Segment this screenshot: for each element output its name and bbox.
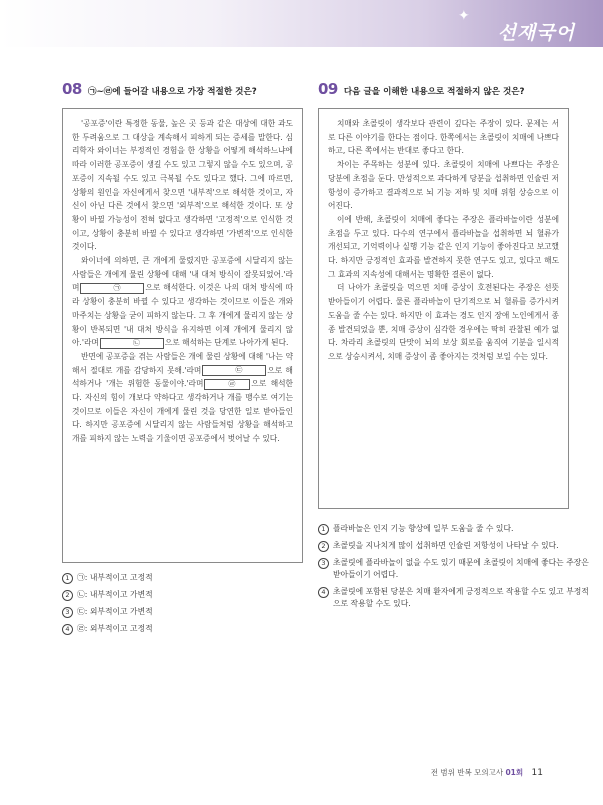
passage-box bbox=[62, 108, 303, 563]
passage-paragraph bbox=[72, 254, 293, 350]
answer-choice[interactable] bbox=[318, 523, 590, 535]
choice-number: 4 bbox=[62, 624, 73, 635]
passage-text: 으로 해석한다. 이것은 나의 대처 방식에 따라 상황이 충분히 바뀔 수 있다고 생각하는 것이므로 이들은 개와 마주치는 상황을 굳이 피하지 않는다. 그 후 개에게 물리지 않는 상황이 반복되면 '내 대처 방식을 유지하면 이제 개에게 물리지 않아.'라며 bbox=[72, 283, 293, 348]
answer-choice[interactable] bbox=[62, 572, 324, 584]
choice-number: 1 bbox=[318, 524, 329, 535]
passage-paragraph: 차이는 주목하는 성분에 있다. 초콜릿이 치매에 나쁘다는 주장은 당분에 초점을 둔다. 만성적으로 과다하게 당분을 섭취하면 인슐린 저항성이 증가하고 결과적으로 뇌 기능 저하 및 치매 위험 상승으로 이어진다. bbox=[328, 160, 559, 211]
answer-choices bbox=[318, 523, 590, 610]
blank-box: ㉣ bbox=[204, 379, 250, 390]
passage-paragraph: '공포증'이란 특정한 동물, 높은 곳 등과 같은 대상에 대한 과도한 두려움으로 그 대상을 계속해서 피하게 되는 증세를 말한다. 심리학자 와이너는 부정적인 경험을 한 상황을 어떻게 해석하느냐에 따라 이러한 공포증이 생길 수도 있고 그렇지 않을 수도 있으며, 공포증이 지속될 수도 있고 극복될 수도 있다고 했다. 그에 따르면, 상황의 원인을 자신에게서 찾으면 '내부적'으로 해석한 것이고, 자신이 아닌 다른 것에서 찾으면 '외부적'으로 해석한 것이다. 또 상황이 바뀔 가능성이 전혀 없다고 생각하면 '고정적'으로 인식한 것이고, 상황이 충분히 바뀔 수 있다고 생각하면 '가변적'으로 인식한 것이다. bbox=[72, 119, 293, 252]
question-header bbox=[62, 80, 324, 98]
question-09 bbox=[318, 80, 590, 615]
answer-choice[interactable] bbox=[318, 557, 590, 581]
question-number: 08 bbox=[62, 80, 82, 98]
question-08 bbox=[62, 80, 324, 640]
passage-text: 와이너에 의하면, 큰 개에게 물렸지만 공포증에 시달리지 않는 사람들은 개에게 물린 상황에 대해 '내 대처 방식이 잘못되었어.'라며 bbox=[72, 256, 293, 293]
header-banner bbox=[0, 0, 603, 47]
choice-text: 플라바놀은 인지 기능 향상에 일부 도움을 줄 수 있다. bbox=[333, 524, 514, 533]
blank-box: ㉠ bbox=[80, 283, 144, 294]
sparkle-icon: ✦ bbox=[458, 8, 470, 24]
choice-text: 초콜릿을 지나치게 많이 섭취하면 인슐린 저항성이 나타날 수 있다. bbox=[333, 541, 559, 550]
answer-choice[interactable] bbox=[318, 586, 590, 610]
choice-text: ㉣: 외부적이고 고정적 bbox=[77, 624, 153, 633]
passage-text: 으로 해석하는 단계로 나아가게 된다. bbox=[164, 338, 289, 348]
passage-paragraph bbox=[72, 350, 293, 446]
blank-box: ㉡ bbox=[100, 338, 164, 349]
page-number: 11 bbox=[531, 768, 543, 778]
choice-text: ㉢: 외부적이고 가변적 bbox=[77, 607, 153, 616]
passage-paragraph: 더 나아가 초콜릿을 먹으면 치매 증상이 호전된다는 주장은 선뜻 받아들이기 어렵다. 물론 플라바놀이 단기적으로 뇌 혈류를 증가시켜 도움을 줄 수는 있다. 하지만 이 효과는 경도 인지 장애 노인에게서 종종 발견되었을 뿐, 치매 증상이 심각한 경우에는 딱히 관찰된 예가 없다. 차라리 초콜릿의 단맛이 뇌의 보상 회로를 움직여 기분을 일시적으로 상승시켜서, 치매 증상이 좀 좋아지는 것처럼 보일 수는 있다. bbox=[328, 283, 559, 361]
question-number: 09 bbox=[318, 80, 338, 98]
passage-text: 으로 해석하거나 '개는 위험한 동물이야.'라며 bbox=[72, 365, 293, 389]
choice-number: 2 bbox=[62, 590, 73, 601]
question-title: ㉠~㉣에 들어갈 내용으로 가장 적절한 것은? bbox=[87, 87, 257, 97]
choice-number: 3 bbox=[62, 607, 73, 618]
choice-text: ㉠: 내부적이고 고정적 bbox=[77, 573, 153, 582]
answer-choice[interactable] bbox=[318, 540, 590, 552]
question-header bbox=[318, 80, 590, 98]
passage-text: 반면에 공포증을 겪는 사람들은 개에 물린 상황에 대해 '나는 약해서 절대로 개를 감당하지 못해.'라며 bbox=[72, 351, 293, 375]
choice-text: 초콜릿에 플라바놀이 없을 수도 있기 때문에 초콜릿이 치매에 좋다는 주장은 받아들이기 어렵다. bbox=[333, 558, 589, 579]
choice-text: ㉡: 내부적이고 가변적 bbox=[77, 590, 153, 599]
choice-number: 2 bbox=[318, 541, 329, 552]
blank-box: ㉢ bbox=[202, 365, 266, 376]
choice-number: 3 bbox=[318, 558, 329, 569]
choice-number: 4 bbox=[318, 587, 329, 598]
page-footer bbox=[431, 767, 543, 778]
question-title: 다음 글을 이해한 내용으로 적절하지 않은 것은? bbox=[343, 87, 525, 97]
choice-text: 초콜릿에 포함된 당분은 치매 환자에게 긍정적으로 작용할 수도 있고 부정적으로 작용할 수도 있다. bbox=[333, 587, 589, 608]
brand-logo: 선재국어 bbox=[497, 22, 575, 44]
passage-paragraph: 치매와 초콜릿이 생각보다 관련이 깊다는 주장이 있다. 문제는 서로 다른 이야기를 한다는 점이다. 한쪽에서는 초콜릿이 치매에 나쁘다 하고, 다른 쪽에서는 반대로 좋다고 한다. bbox=[328, 119, 559, 156]
passage-paragraph: 이에 반해, 초콜릿이 치매에 좋다는 주장은 플라바놀이란 성분에 초점을 두고 있다. 다수의 연구에서 플라바놀을 섭취하면 뇌 혈류가 개선되고, 기억력이나 실행 기능 같은 인지 기능이 좋아진다고 보고했다. 하지만 긍정적인 효과를 발견하지 못한 연구도 있고, 있다고 해도 그 효과의 지속성에 대해서는 명확한 결론이 없다. bbox=[328, 214, 559, 279]
answer-choice[interactable] bbox=[62, 589, 324, 601]
passage-text: 으로 해석한다. 자신의 힘이 개보다 약하다고 생각하거나 개를 맹수로 여기는 것이므로 이들은 자신이 개에게 물린 것을 당연한 일로 받아들인다. 하지만 공포증에 시달리지 않는 사람들처럼 상황을 해석하고 개를 피하지 않는 노력을 기울이면 공포증에서 벗어날 수 있다. bbox=[72, 379, 293, 444]
passage-box bbox=[318, 108, 569, 509]
footer-label: 전 범위 반복 모의고사 bbox=[430, 768, 504, 777]
footer-round: 01회 bbox=[505, 768, 524, 777]
answer-choice[interactable] bbox=[62, 623, 324, 635]
choice-number: 1 bbox=[62, 573, 73, 584]
answer-choices bbox=[62, 572, 324, 635]
answer-choice[interactable] bbox=[62, 606, 324, 618]
